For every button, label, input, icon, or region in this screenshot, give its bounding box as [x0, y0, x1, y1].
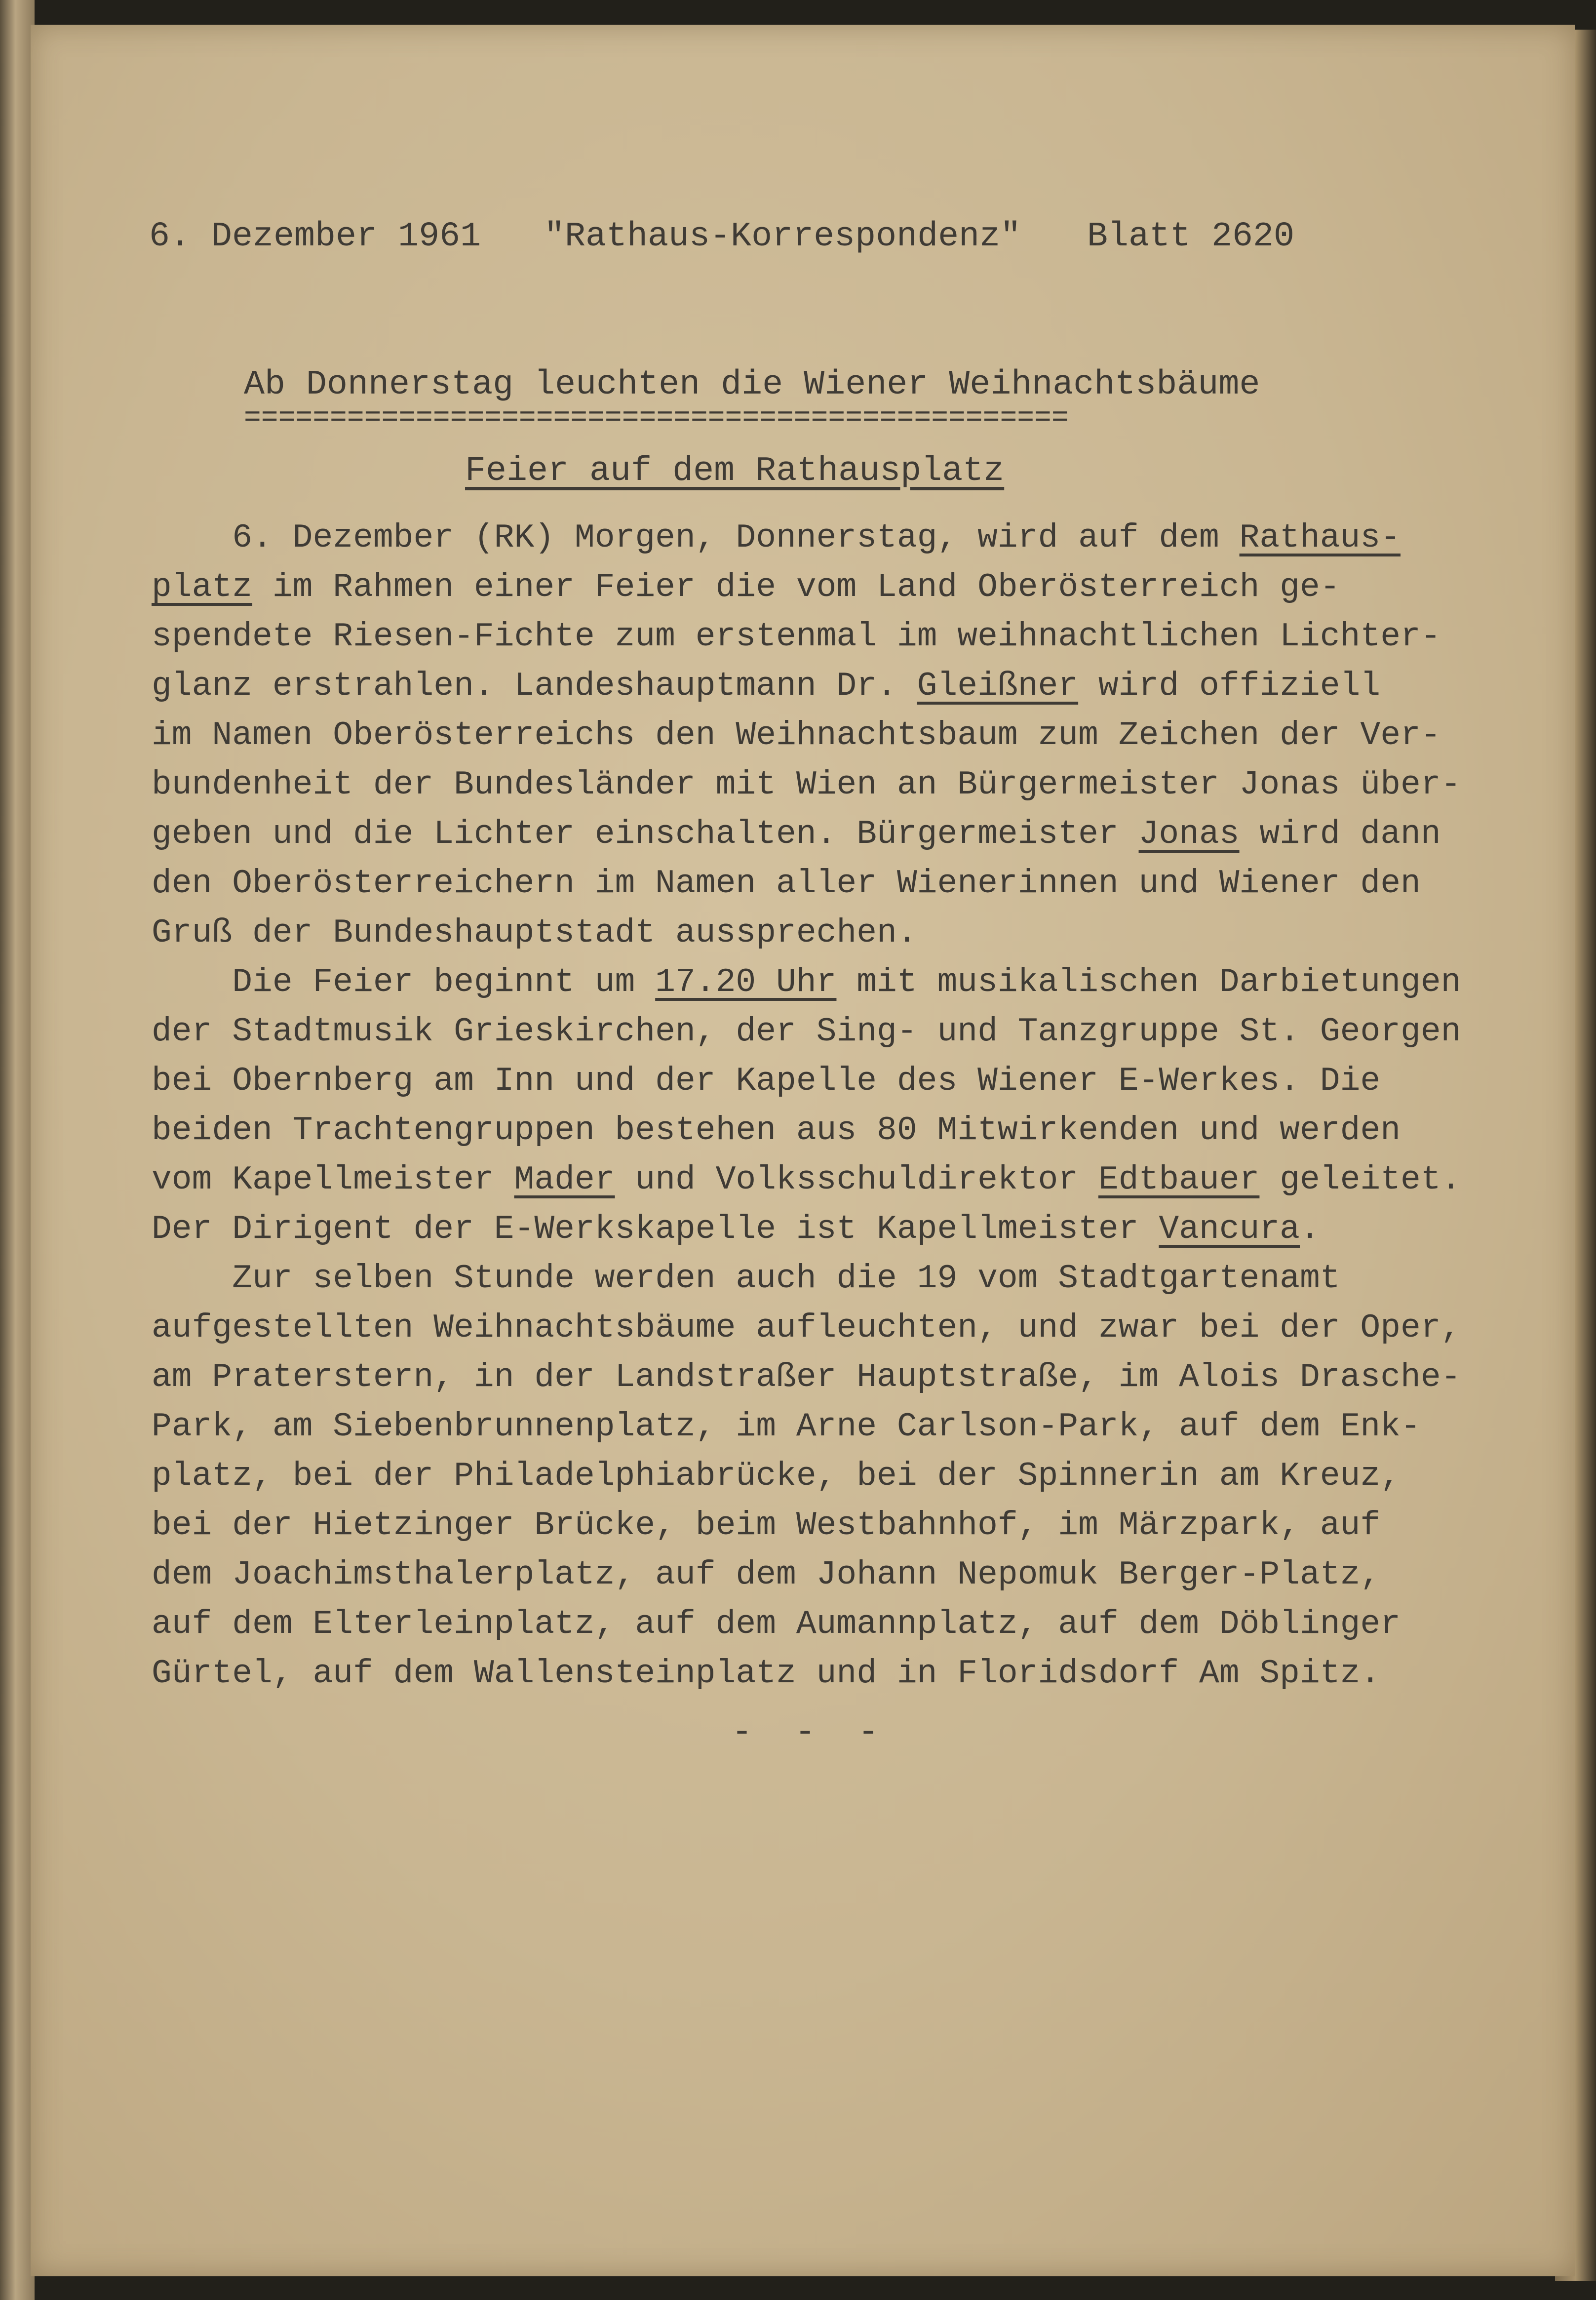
text-line: Gürtel, auf dem Wallensteinplatz und in Floridsdorf Am Spitz. [152, 1655, 1381, 1693]
text-line: 6. Dezember (RK) Morgen, Donnerstag, wird auf dem Rathaus- [152, 519, 1401, 557]
text-line: dem Joachimsthalerplatz, auf dem Johann Nepomuk Berger-Platz, [152, 1556, 1381, 1594]
text-line: glanz erstrahlen. Landeshauptmann Dr. Gleißner wird offiziell [152, 667, 1381, 705]
header-publication: "Rathaus-Korrespondenz" [544, 217, 1021, 256]
text-line: bei der Hietzinger Brücke, beim Westbahnhof, im Märzpark, auf [152, 1507, 1381, 1545]
underlined-name: Vancura [1159, 1210, 1300, 1248]
book-spine [0, 0, 35, 2300]
text-line: am Praterstern, in der Landstraßer Hauptstraße, im Alois Drasche- [152, 1358, 1461, 1396]
underlined-name: Gleißner [917, 667, 1079, 705]
text-line: Zur selben Stunde werden auch die 19 vom Stadtgartenamt [152, 1260, 1340, 1298]
underlined-name: Edtbauer [1098, 1161, 1260, 1199]
underlined-term: Rathaus- [1239, 519, 1401, 557]
end-mark: - - - [732, 1713, 890, 1752]
underlined-term: platz [152, 568, 253, 606]
underlined-name: Jonas [1138, 815, 1240, 853]
underlined-time: 17.20 Uhr [655, 963, 837, 1001]
text-line: spendete Riesen-Fichte zum erstenmal im weihnachtlichen Lichter- [152, 618, 1441, 656]
headline: Ab Donnerstag leuchten die Wiener Weihnachtsbäume [244, 365, 1260, 404]
text-line: Der Dirigent der E-Werkskapelle ist Kapellmeister Vancura. [152, 1210, 1320, 1248]
text-line: aufgestellten Weihnachtsbäume aufleuchten, und zwar bei der Oper, [152, 1309, 1461, 1347]
text-line: auf dem Elterleinplatz, auf dem Aumannplatz, auf dem Döblinger [152, 1605, 1401, 1643]
header-sheet-number: Blatt 2620 [1087, 217, 1295, 256]
text-line: geben und die Lichter einschalten. Bürgermeister Jonas wird dann [152, 815, 1441, 853]
document-page [31, 25, 1575, 2276]
text-line: beiden Trachtengruppen bestehen aus 80 Mitwirkenden und werden [152, 1111, 1401, 1150]
text-line: im Namen Oberösterreichs den Weihnachtsbaum zum Zeichen der Ver- [152, 716, 1441, 754]
text-line: bei Obernberg am Inn und der Kapelle des Wiener E-Werkes. Die [152, 1062, 1381, 1100]
headline-double-rule: ================================================ [244, 402, 1069, 435]
text-line: bundenheit der Bundesländer mit Wien an Bürgermeister Jonas über- [152, 766, 1461, 804]
text-line: Die Feier beginnt um 17.20 Uhr mit musikalischen Darbietungen [152, 963, 1461, 1001]
article-body [152, 514, 1558, 1699]
underlined-name: Mader [514, 1161, 615, 1199]
header-date: 6. Dezember 1961 [149, 217, 481, 256]
text-line: Gruß der Bundeshauptstadt aussprechen. [152, 914, 917, 952]
text-line: den Oberösterreichern im Namen aller Wienerinnen und Wiener den [152, 865, 1421, 903]
text-line: der Stadtmusik Grieskirchen, der Sing- und Tanzgruppe St. Georgen [152, 1013, 1461, 1051]
text-line: platz im Rahmen einer Feier die vom Land Oberösterreich ge- [152, 568, 1340, 606]
text-line: Park, am Siebenbrunnenplatz, im Arne Carlson-Park, auf dem Enk- [152, 1408, 1421, 1446]
text-line: platz, bei der Philadelphiabrücke, bei der Spinnerin am Kreuz, [152, 1457, 1401, 1495]
text-line: vom Kapellmeister Mader und Volksschuldirektor Edtbauer geleitet. [152, 1161, 1461, 1199]
subheadline: Feier auf dem Rathausplatz [465, 452, 1005, 491]
